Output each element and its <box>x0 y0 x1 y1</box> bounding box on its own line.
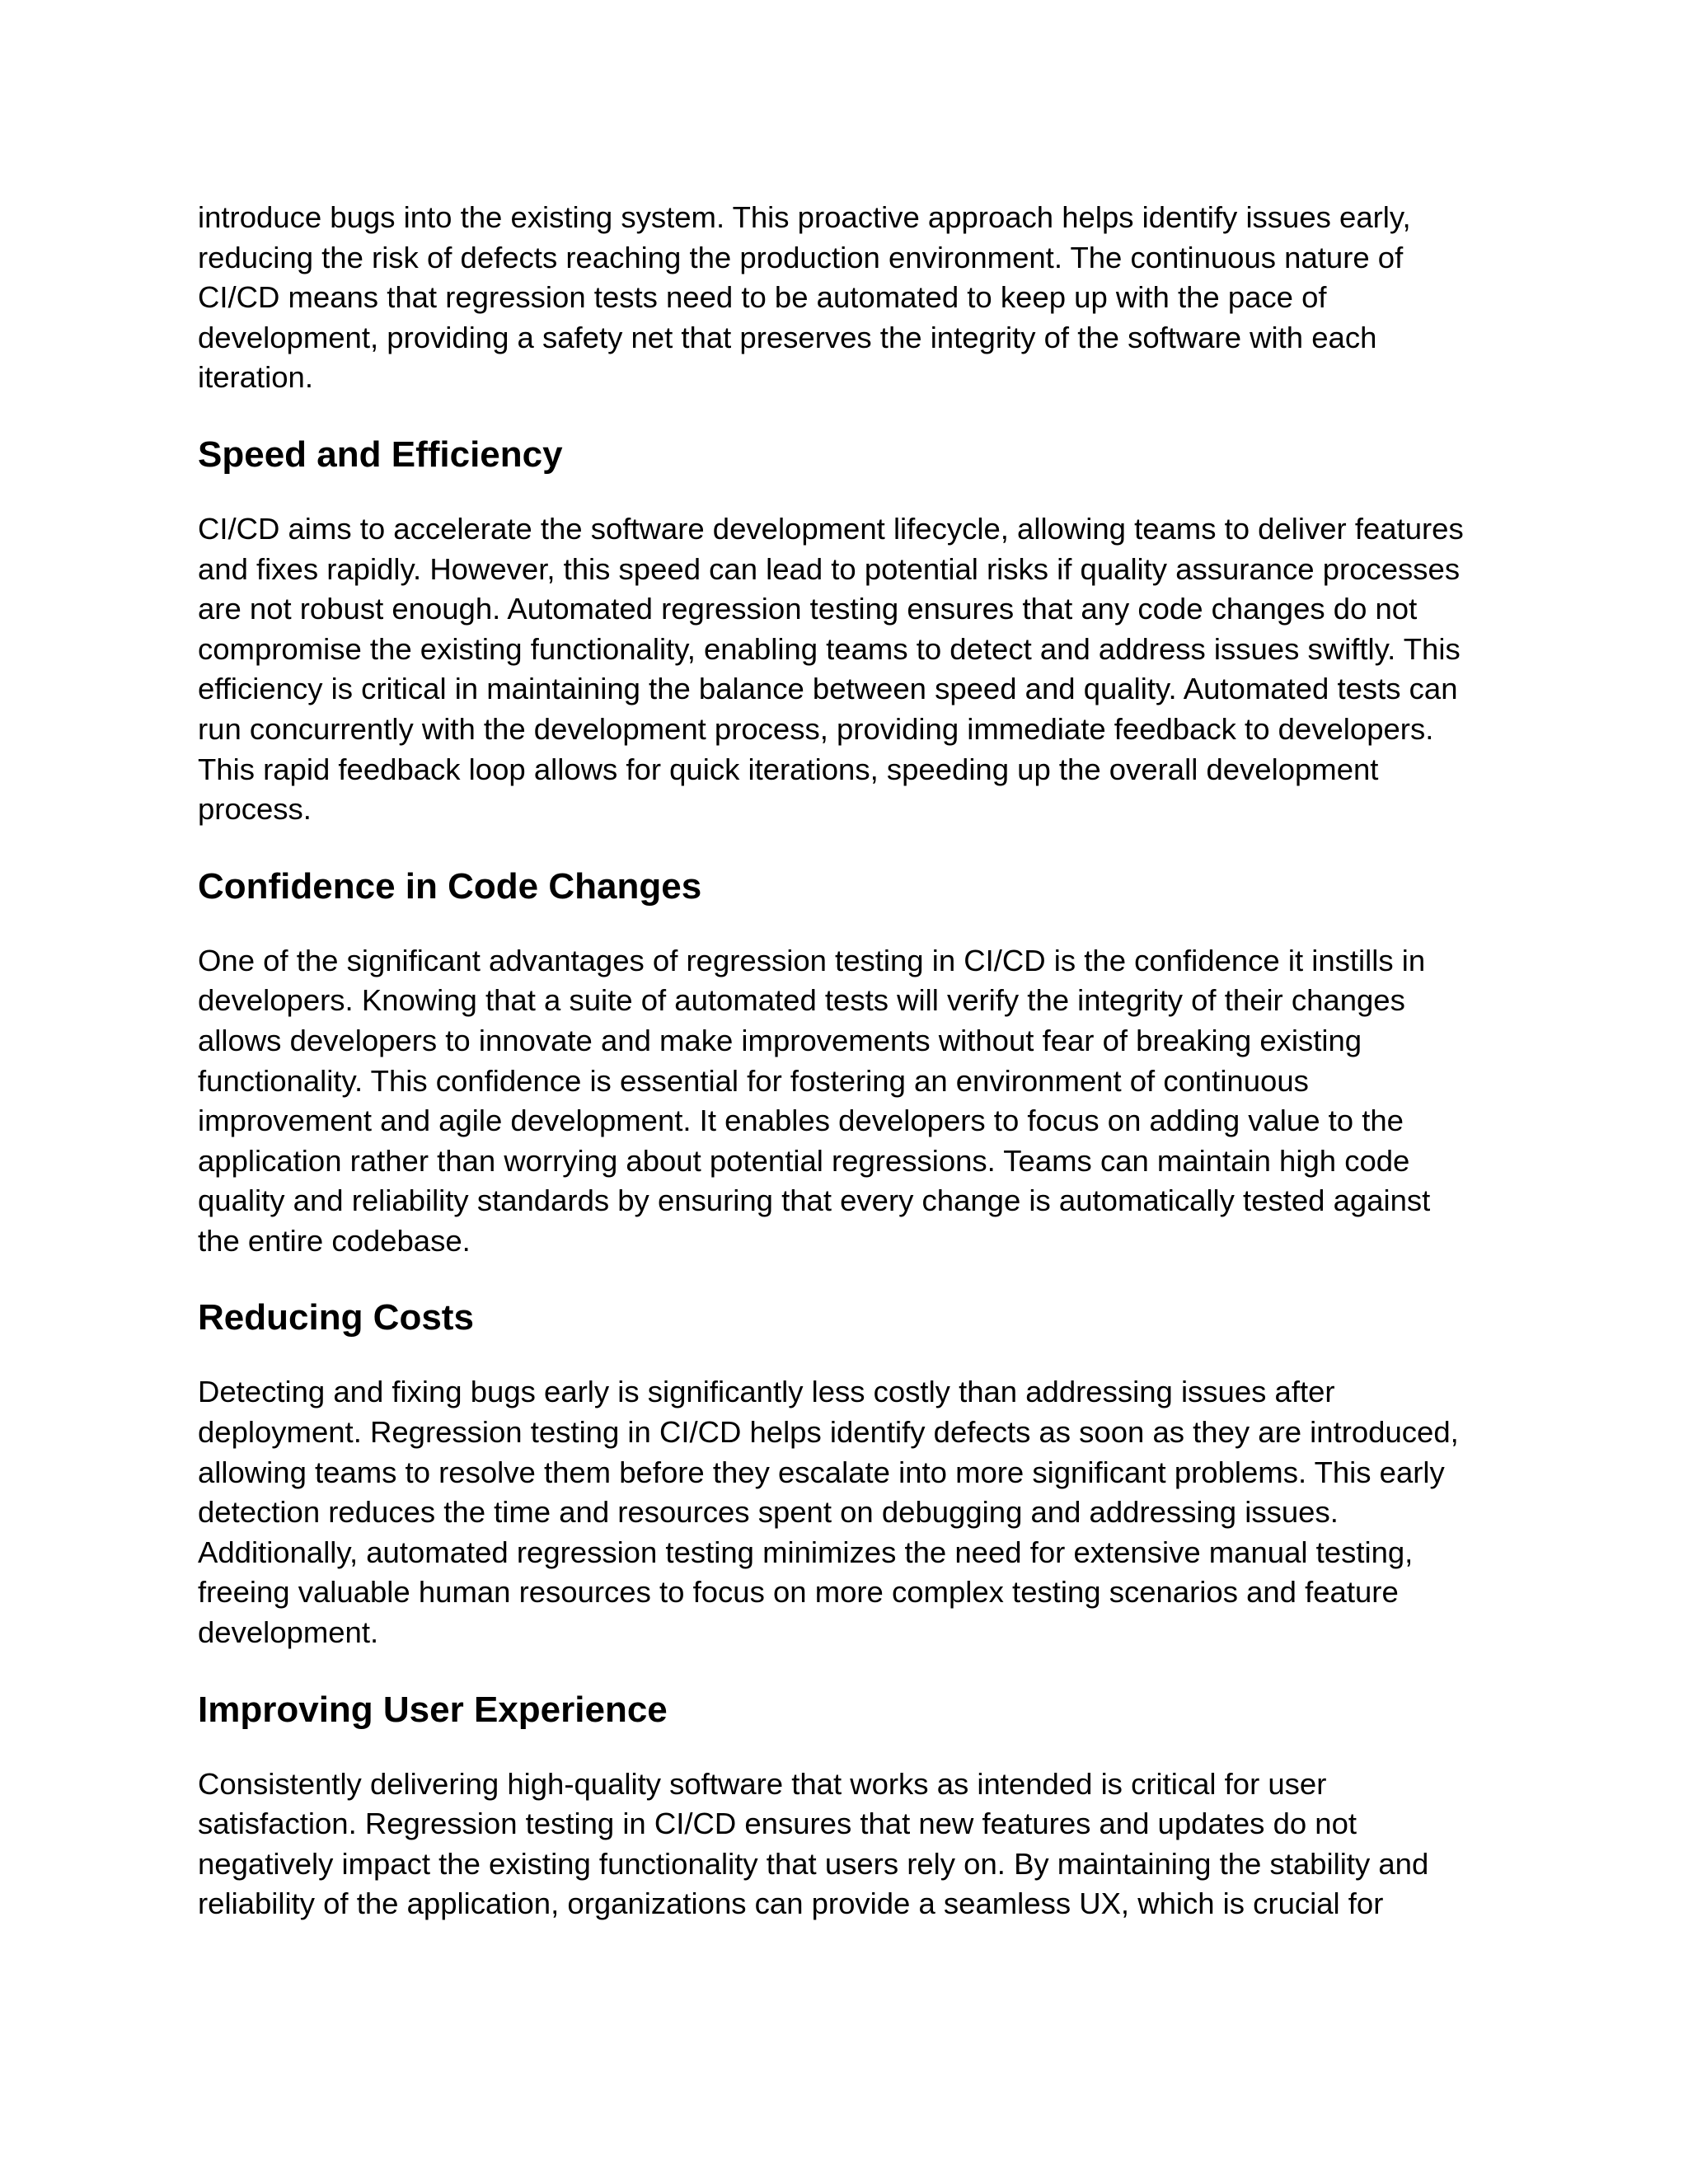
paragraph-confidence-in-code-changes: One of the significant advantages of regression testing in CI/CD is the confidence it instills in developers. Knowing that a suite of automated tests will verify the integrity of their changes allows developers to innovate and make improvements without fear of breaking existing functionality. This confidence is essential for fostering an environment of continuous improvement and agile development. It enables developers to focus on adding value to the application rather than worrying about potential regressions. Teams can maintain high code quality and reliability standards by ensuring that every change is automatically tested against the entire codebase. <box>198 943 1431 1258</box>
heading-speed-and-efficiency: Speed and Efficiency <box>198 434 563 475</box>
intro-paragraph: introduce bugs into the existing system. This proactive approach helps identify issues early, reducing the risk of defects reaching the production environment. The continuous nature of CI/CD means that regression tests need to be automated to keep up with the pace of development, providing a safety net that preserves the integrity of the software with each iteration. <box>198 200 1411 395</box>
paragraph-improving-user-experience: Consistently delivering high-quality software that works as intended is critical for user satisfaction. Regression testing in CI/CD ensures that new features and updates do not negatively impact the existing functionality that users rely on. By maintaining the stability and reliability of the application, organizations can provide a seamless UX, which is crucial for <box>198 1766 1429 1921</box>
document-content <box>198 198 1500 1924</box>
heading-confidence-in-code-changes: Confidence in Code Changes <box>198 865 702 907</box>
heading-reducing-costs: Reducing Costs <box>198 1297 474 1338</box>
heading-improving-user-experience: Improving User Experience <box>198 1689 668 1730</box>
paragraph-speed-and-efficiency: CI/CD aims to accelerate the software development lifecycle, allowing teams to deliver features and fixes rapidly. However, this speed can lead to potential risks if quality assurance processes are not robust enough. Automated regression testing ensures that any code changes do not compromise the existing functionality, enabling teams to detect and address issues swiftly. This efficiency is critical in maintaining the balance between speed and quality. Automated tests can run concurrently with the development process, providing immediate feedback to developers. This rapid feedback loop allows for quick iterations, speeding up the overall development process. <box>198 511 1464 827</box>
paragraph-reducing-costs: Detecting and fixing bugs early is significantly less costly than addressing issues after deployment. Regression testing in CI/CD helps identify defects as soon as they are introduced, allowing teams to resolve them before they escalate into more significant problems. This early detection reduces the time and resources spent on debugging and addressing issues. Additionally, automated regression testing minimizes the need for extensive manual testing, freeing valuable human resources to focus on more complex testing scenarios and feature development. <box>198 1375 1459 1650</box>
